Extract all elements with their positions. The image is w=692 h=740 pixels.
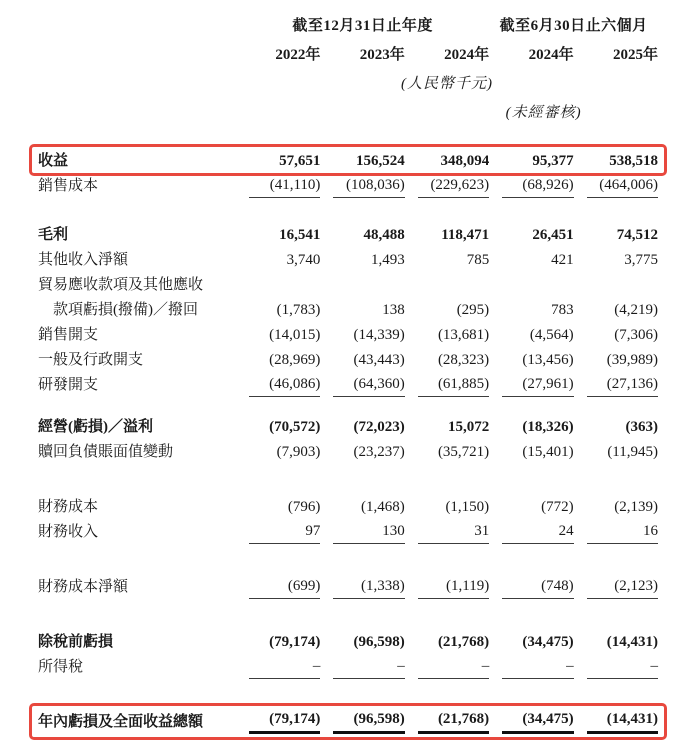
row-label: 銷售開支: [38, 327, 99, 343]
row-value: (7,306): [614, 327, 658, 343]
row-value: (21,768): [437, 634, 490, 650]
row-value: 15,072: [447, 419, 490, 435]
row-value: (464,006): [587, 177, 658, 198]
row-label: 其他收入淨額: [38, 252, 129, 268]
row-value: 16: [587, 523, 658, 544]
row-value: (68,926): [502, 177, 573, 198]
row-spacer: [38, 544, 658, 574]
row-value: 421: [551, 252, 574, 268]
row-value: 785: [466, 252, 490, 268]
row-value: (14,339): [353, 327, 405, 343]
table-row: [38, 222, 658, 247]
row-value: (23,237): [353, 444, 405, 460]
row-value: 538,518: [609, 153, 658, 169]
row-value: (4,564): [529, 327, 574, 343]
row-value: 24: [502, 523, 573, 544]
row-value: (1,783): [276, 302, 321, 318]
row-value: (363): [625, 419, 658, 435]
row-value: (14,431): [587, 711, 658, 734]
period-group-header-row: [38, 14, 658, 35]
row-value: 3,775: [624, 252, 658, 268]
row-value: –: [249, 658, 320, 679]
year-header-2024-interim: 2024年: [528, 47, 574, 63]
row-value: 57,651: [279, 153, 321, 169]
row-label: 銷售成本: [38, 178, 99, 194]
row-value: (43,443): [353, 352, 405, 368]
row-value: (1,338): [333, 578, 404, 599]
row-value: (7,903): [276, 444, 321, 460]
table-row: [38, 173, 658, 198]
row-value: (28,969): [269, 352, 321, 368]
row-value: –: [502, 658, 573, 679]
row-value: (14,015): [269, 327, 321, 343]
table-row: [38, 519, 658, 544]
row-value: 31: [418, 523, 489, 544]
row-value: (27,136): [587, 376, 658, 397]
row-value: (79,174): [249, 711, 320, 734]
header-body-gap: [38, 122, 658, 148]
table-row: [38, 629, 658, 654]
row-value: (13,681): [437, 327, 490, 343]
row-value: (748): [502, 578, 573, 599]
row-label: 貿易應收款項及其他應收: [38, 277, 204, 293]
row-value: –: [587, 658, 658, 679]
row-label: 經營(虧損)／溢利: [38, 419, 153, 435]
table-row: [38, 322, 658, 347]
row-value: (34,475): [522, 634, 574, 650]
row-value: (28,323): [437, 352, 490, 368]
row-value: (46,086): [249, 376, 320, 397]
row-value: 48,488: [363, 227, 405, 243]
table-row: [38, 347, 658, 372]
row-value: (14,431): [606, 634, 658, 650]
table-row: [38, 574, 658, 599]
row-value: (21,768): [418, 711, 489, 734]
row-value: (2,123): [587, 578, 658, 599]
year-header-2022: 2022年: [275, 47, 321, 63]
income-statement-table: [38, 148, 658, 734]
row-value: (1,119): [418, 578, 489, 599]
row-label: 收益: [38, 153, 69, 169]
row-label: 財務成本: [38, 499, 99, 515]
table-row: [38, 272, 658, 297]
row-value: 95,377: [532, 153, 574, 169]
row-value: (11,945): [607, 444, 658, 460]
row-value: 97: [249, 523, 320, 544]
row-value: (61,885): [418, 376, 489, 397]
row-value: (229,623): [418, 177, 489, 198]
table-row: [38, 709, 658, 734]
row-value: (96,598): [333, 711, 404, 734]
row-value: (70,572): [269, 419, 321, 435]
row-spacer: [38, 599, 658, 629]
row-label: 財務成本淨額: [38, 579, 129, 595]
row-label: 年內虧損及全面收益總額: [38, 714, 204, 730]
year-header-2024: 2024年: [444, 47, 490, 63]
row-value: 1,493: [371, 252, 405, 268]
row-label: 款項虧損(撥備)／撥回: [53, 302, 198, 318]
row-value: (27,961): [502, 376, 573, 397]
unaudited-note-row: [38, 101, 658, 122]
row-value: (772): [541, 499, 574, 515]
row-value: (1,468): [361, 499, 405, 515]
row-value: (2,139): [614, 499, 658, 515]
row-value: (34,475): [502, 711, 573, 734]
table-row: [38, 439, 658, 464]
row-value: (39,989): [606, 352, 658, 368]
row-label: 贖回負債賬面值變動: [38, 444, 174, 460]
row-spacer: [38, 464, 658, 494]
year-header-2025-interim: 2025年: [612, 47, 658, 63]
period-group-annual: 截至12月31日止年度: [292, 18, 433, 34]
row-value: (4,219): [614, 302, 658, 318]
row-label: 財務收入: [38, 524, 99, 540]
row-value: –: [418, 658, 489, 679]
table-row: [38, 297, 658, 322]
row-value: 130: [333, 523, 404, 544]
row-value: 118,471: [441, 227, 490, 243]
row-value: 138: [382, 302, 405, 318]
row-value: (35,721): [437, 444, 490, 460]
row-label: 研發開支: [38, 377, 99, 393]
year-header-row: [38, 43, 658, 64]
row-value: (108,036): [333, 177, 404, 198]
period-group-interim: 截至6月30日止六個月: [499, 18, 648, 34]
row-value: (96,598): [353, 634, 405, 650]
row-value: (796): [287, 499, 321, 515]
row-value: 3,740: [286, 252, 321, 268]
table-row: [38, 372, 658, 397]
row-label: 除稅前虧損: [38, 634, 114, 650]
year-header-2023: 2023年: [359, 47, 405, 63]
currency-note-row: [38, 72, 658, 93]
row-value: (64,360): [333, 376, 404, 397]
row-spacer: [38, 397, 658, 414]
row-spacer: [38, 679, 658, 709]
row-value: 348,094: [440, 153, 490, 169]
table-row: [38, 247, 658, 272]
row-label: 所得稅: [38, 659, 84, 675]
row-value: 156,524: [356, 153, 405, 169]
row-value: (72,023): [353, 419, 405, 435]
row-value: 26,451: [532, 227, 574, 243]
row-value: (699): [249, 578, 320, 599]
row-value: (41,110): [249, 177, 320, 198]
row-value: –: [333, 658, 404, 679]
row-label: 毛利: [38, 227, 69, 243]
row-value: 16,541: [279, 227, 321, 243]
row-value: (1,150): [445, 499, 490, 515]
table-row: [38, 494, 658, 519]
row-value: (13,456): [522, 352, 574, 368]
row-label: 一般及行政開支: [38, 352, 144, 368]
row-value: 783: [551, 302, 574, 318]
currency-note: (人民幣千元): [401, 76, 493, 92]
row-value: (18,326): [522, 419, 574, 435]
row-value: (295): [456, 302, 490, 318]
table-row: [38, 414, 658, 439]
unaudited-note: (未經審核): [505, 105, 582, 121]
row-value: (79,174): [269, 634, 321, 650]
row-value: (15,401): [522, 444, 574, 460]
row-spacer: [38, 198, 658, 222]
table-row: [38, 654, 658, 679]
row-value: 74,512: [616, 227, 658, 243]
table-row: [38, 148, 658, 173]
